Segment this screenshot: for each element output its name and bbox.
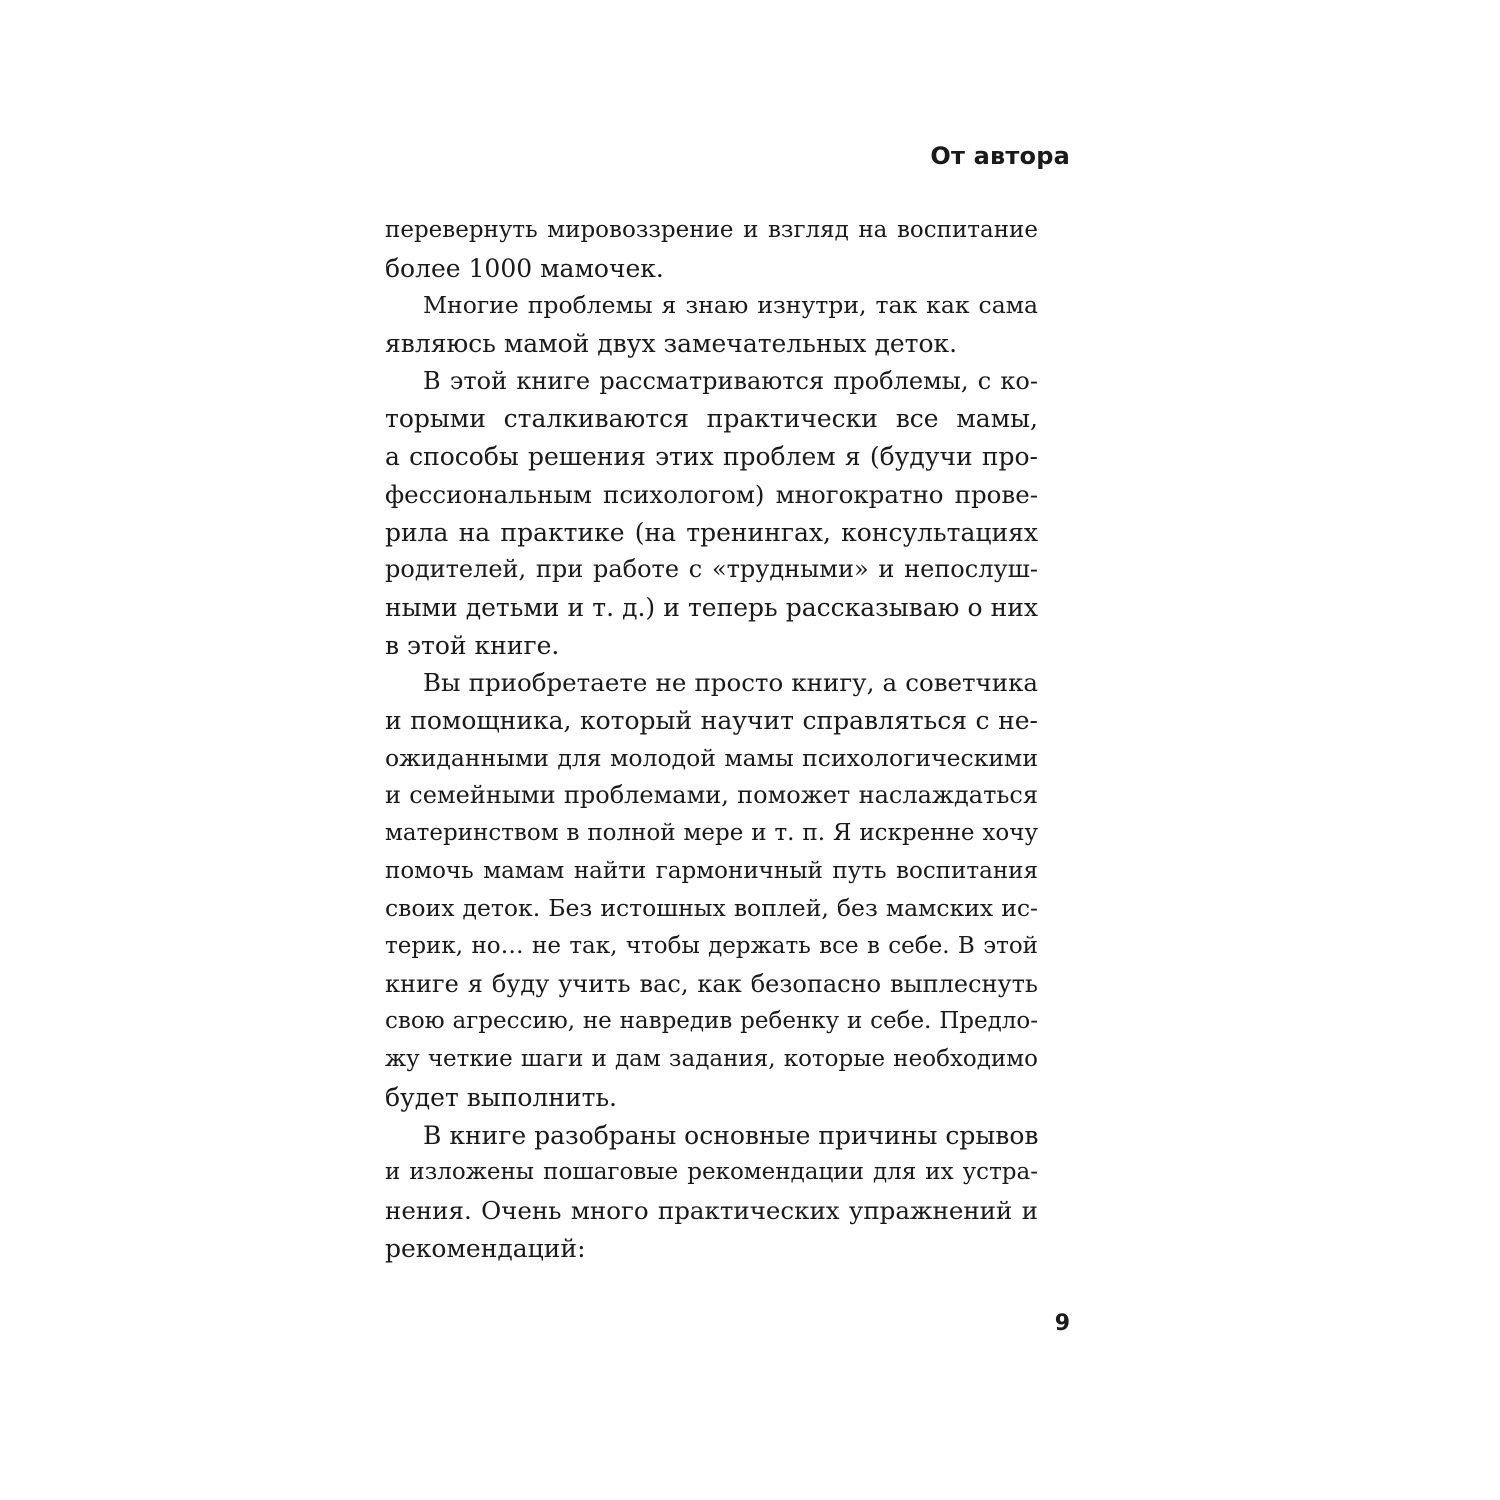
page-number: 9: [1054, 1311, 1070, 1336]
text-line: перевернуть мировоззрение и взгляд на воспитание: [385, 217, 1038, 243]
text-line: жу четкие шаги и дам задания, которые необходимо: [385, 1046, 1038, 1073]
text-line: ожиданными для молодой мамы психологическими: [385, 743, 1038, 772]
paragraph: [385, 1117, 1038, 1268]
text-line: являюсь мамой двух замечательных деток.: [385, 329, 958, 359]
text-line: помочь мамам найти гармоничный путь воспитания: [385, 857, 1038, 884]
running-head: От автора: [930, 142, 1070, 170]
text-line: нения. Очень много практических упражнений и: [385, 1195, 1038, 1225]
text-line: торыми сталкиваются практически все мамы,: [385, 404, 1038, 434]
body-text: [385, 212, 1038, 1267]
text-line: Многие проблемы я знаю изнутри, так как сама: [423, 291, 1038, 320]
text-line: рила на практике (на тренингах, консультациях: [385, 517, 1038, 547]
paragraph: [385, 212, 1038, 287]
paragraph: [385, 287, 1038, 362]
text-line: будет выполнить.: [385, 1082, 618, 1112]
text-line: фессиональным психологом) многократно прове-: [385, 479, 1038, 509]
text-line: терик, но… не так, чтобы держать все в себе. В этой: [385, 933, 1038, 960]
text-line: свою агрессию, не навредив ребенку и себе. Предло-: [385, 1008, 1038, 1035]
text-line: рекомендаций:: [385, 1233, 586, 1263]
text-line: и изложены пошаговые рекомендации для их устра-: [385, 1159, 1038, 1186]
text-line: материнством в полной мере и т. п. Я искренне хочу: [385, 820, 1038, 846]
text-line: своих деток. Без истошных воплей, без мамских ис-: [385, 894, 1038, 923]
text-line: в этой книге.: [385, 630, 560, 660]
paragraph: [385, 363, 1038, 665]
text-line: Вы приобретаете не просто книгу, а советчика: [423, 668, 1038, 698]
text-line: книге я буду учить вас, как безопасно выплеснуть: [385, 969, 1038, 998]
text-line: и семейными проблемами, поможет наслаждаться: [385, 781, 1038, 810]
text-line: а способы решения этих проблем я (будучи про-: [385, 442, 1038, 472]
text-line: В этой книге рассматриваются проблемы, с ко-: [423, 366, 1038, 395]
text-line: родителей, при работе с «трудными» и непослуш-: [385, 555, 1038, 584]
text-line: В книге разобраны основные причины срывов: [423, 1120, 1039, 1150]
text-line: ными детьми и т. д.) и теперь рассказываю о них: [385, 592, 1038, 622]
paragraph: [385, 664, 1038, 1116]
text-line: более 1000 мамочек.: [385, 253, 664, 283]
text-line: и помощника, который научит справляться с не-: [385, 705, 1038, 735]
